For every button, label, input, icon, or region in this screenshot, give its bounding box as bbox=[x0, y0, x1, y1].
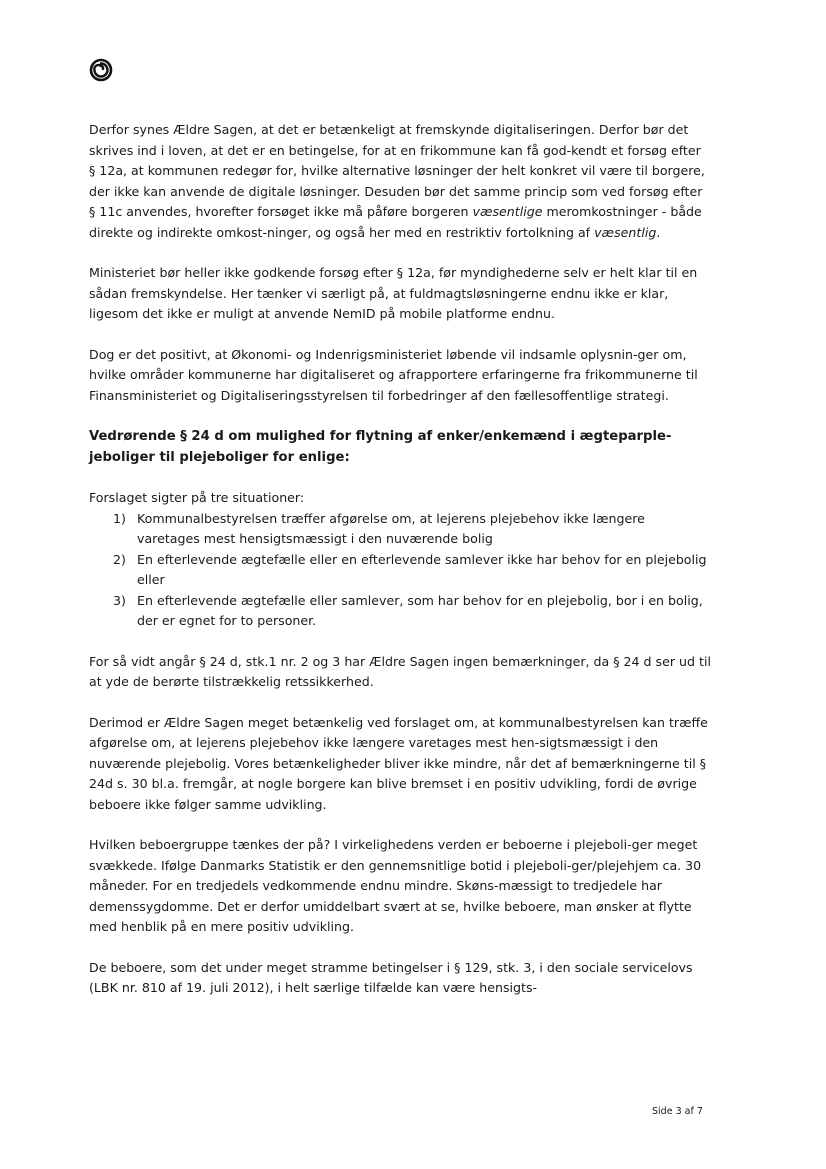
list-item: 3) En efterlevende ægtefælle eller samlever, som har behov for en plejebolig, bor i en bolig, der er egnet for to personer. bbox=[113, 592, 703, 628]
letter-body bbox=[89, 120, 711, 1019]
paragraph-conditions: De beboere, som det under meget stramme betingelser i § 129, stk. 3, i den sociale servicelovs (LBK nr. 810 af 19. juli 2012), i helt særlige tilfælde kan være hensigts- bbox=[89, 959, 693, 995]
situations-list bbox=[89, 509, 711, 632]
paragraph-ministry: Ministeriet bør heller ikke godkende forsøg efter § 12a, før myndighederne selv er helt klar til en sådan fremskyndelse. Her tænker vi særligt på, at fuldmagtsløsningerne endnu ikke er klar, ligesom det ikke er muligt at anvende NemID på mobile platforme endnu. bbox=[89, 265, 698, 321]
emphasis-text: væsentlige bbox=[472, 204, 543, 219]
text-segment: Derfor synes Ældre Sagen, at det er betænkeligt at fremskynde digitaliseringen. Derfor bør det skrives ind i loven, at det er en betingelse, for at en frikommune kan få god-kendt et forsøg efter § 12a, at kommunen redegør for, hvilke alternative løsninger der helt konkret vil være til borgere, der ikke kan anvende de digitale løsninger. Desuden bør det samme princip som ved forsøg efter § 11c anvendes, hvorefter forsøget ikke må påføre borgeren bbox=[89, 122, 705, 219]
swirl-logo-icon bbox=[89, 58, 113, 82]
paragraph-no-remarks: For så vidt angår § 24 d, stk.1 nr. 2 og 3 har Ældre Sagen ingen bemærkninger, da § 24 d ser ud til at yde de berørte tilstrækkelig retssikkerhed. bbox=[89, 653, 711, 689]
paragraph-positive: Dog er det positivt, at Økonomi- og Indenrigsministeriet løbende vil indsamle oplysnin-ger om, hvilke områder kommunerne har digitaliseret og afrapportere erfaringerne fra frikommunerne til Finansministeriet og Digitaliseringsstyrelsen til forbedringer af den fællesoffentlige strategi. bbox=[89, 346, 698, 403]
section-heading: Vedrørende § 24 d om mulighed for flytning af enker/enkemænd i ægteparple-jeboliger til plejeboliger for enlige: bbox=[89, 429, 672, 465]
paragraph-digitalisation bbox=[89, 120, 711, 243]
situations-intro: Forslaget sigter på tre situationer: bbox=[89, 490, 305, 505]
emphasis-text: væsentlig bbox=[594, 224, 657, 240]
text-segment: . bbox=[656, 224, 661, 240]
text-segment: meromkostninger - både direkte og indirekte omkost-ninger, og også her med en restriktiv fortolkning af bbox=[89, 204, 702, 240]
list-item: 1) Kommunalbestyrelsen træffer afgørelse om, at lejerens plejebehov ikke længere varetages mest hensigtsmæssigt i den nuværende bolig bbox=[113, 510, 645, 546]
list-item: 2) En efterlevende ægtefælle eller en efterlevende samlever ikke har behov for en plejebolig eller bbox=[113, 551, 707, 587]
page-number: Side 3 af 7 bbox=[652, 1106, 703, 1117]
paragraph-residents: Hvilken beboergruppe tænkes der på? I virkelighedens verden er beboerne i plejeboli-ger meget svækkede. Ifølge Danmarks Statistik er den gennemsnitlige botid i plejeboli-ger/plejehjem ca. 30 måneder. For en tredjedels vedkommende endnu mindre. Skøns-mæssigt to tredjedele har demenssygdomme. Det er derfor umiddelbart svært at se, hvilke beboere, man ønsker at flytte med henblik på en mere positiv udvikling. bbox=[89, 837, 702, 934]
paragraph-concern: Derimod er Ældre Sagen meget betænkelig ved forslaget om, at kommunalbestyrelsen kan træffe afgørelse om, at lejerens plejebehov ikke længere varetages mest hen-sigtsmæssigt i den nuværende plejebolig. Vores betænkeligheder bliver ikke mindre, når det af bemærkningerne til § 24d s. 30 bl.a. fremgår, at nogle borgere kan blive bremset i en positiv udvikling, fordi de øvrige beboere ikke følger samme udvikling. bbox=[89, 714, 708, 812]
